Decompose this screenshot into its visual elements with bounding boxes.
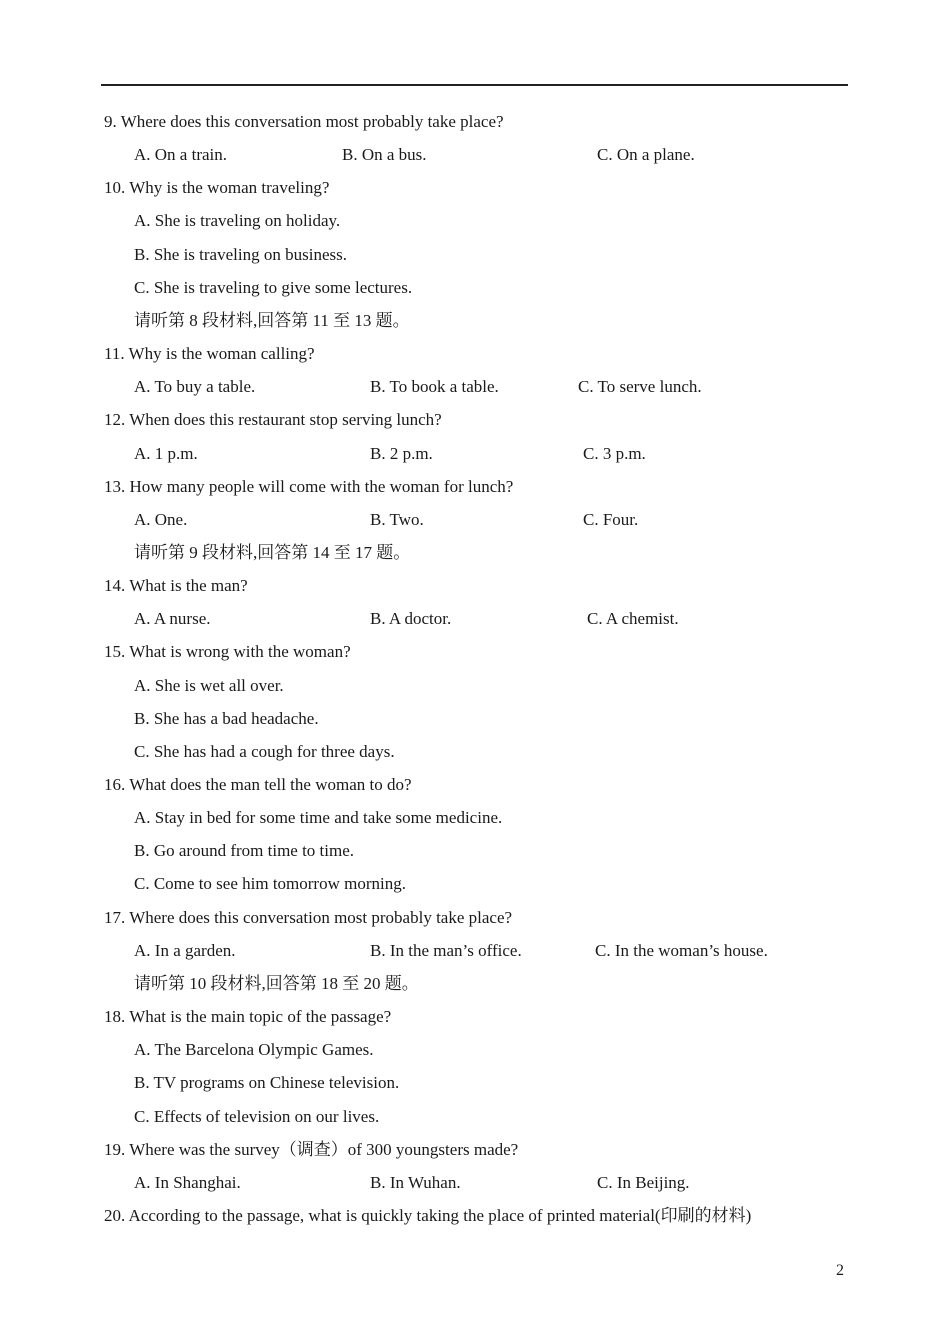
question-text: 19. Where was the survey（调查）of 300 youngsters made? <box>104 1140 519 1159</box>
answer-option-c: C. On a plane. <box>597 145 695 164</box>
page-number: 2 <box>836 1262 844 1279</box>
question-text: 11. Why is the woman calling? <box>104 344 315 363</box>
answer-option-b: B. In Wuhan. <box>370 1173 461 1192</box>
answer-option: A. Stay in bed for some time and take some medicine. <box>134 808 503 827</box>
answer-option: B. She is traveling on business. <box>134 245 347 264</box>
answer-option: B. Go around from time to time. <box>134 841 355 860</box>
answer-option: C. Effects of television on our lives. <box>134 1107 380 1126</box>
header-rule <box>101 84 848 86</box>
answer-option: C. Come to see him tomorrow morning. <box>134 874 406 893</box>
answer-option-c: C. A chemist. <box>587 609 679 628</box>
section-instruction: 请听第 9 段材料,回答第 14 至 17 题。 <box>134 543 411 562</box>
answer-option: A. She is traveling on holiday. <box>134 211 341 230</box>
answer-option-a: A. 1 p.m. <box>134 444 198 463</box>
question-text: 18. What is the main topic of the passage? <box>104 1007 392 1026</box>
answer-option-a: A. A nurse. <box>134 609 211 628</box>
question-text: 17. Where does this conversation most probably take place? <box>104 908 513 927</box>
answer-option-b: B. To book a table. <box>370 377 499 396</box>
question-text: 10. Why is the woman traveling? <box>104 178 330 197</box>
answer-option: A. The Barcelona Olympic Games. <box>134 1040 374 1059</box>
answer-option-c: C. In the woman’s house. <box>595 941 768 960</box>
answer-option-a: A. In a garden. <box>134 941 236 960</box>
answer-option-b: B. 2 p.m. <box>370 444 433 463</box>
question-text: 9. Where does this conversation most probably take place? <box>104 112 504 131</box>
question-text: 15. What is wrong with the woman? <box>104 642 351 661</box>
answer-option-c: C. Four. <box>583 510 639 529</box>
answer-option-b: B. On a bus. <box>342 145 427 164</box>
answer-option: C. She has had a cough for three days. <box>134 742 395 761</box>
answer-option-a: A. One. <box>134 510 188 529</box>
question-text: 20. According to the passage, what is quickly taking the place of printed material(印刷的材料) <box>104 1206 752 1225</box>
answer-option-b: B. Two. <box>370 510 424 529</box>
answer-option-c: C. 3 p.m. <box>583 444 646 463</box>
question-text: 14. What is the man? <box>104 576 248 595</box>
answer-option: B. TV programs on Chinese television. <box>134 1073 400 1092</box>
question-text: 12. When does this restaurant stop serving lunch? <box>104 410 442 429</box>
answer-option-a: A. To buy a table. <box>134 377 256 396</box>
question-text: 16. What does the man tell the woman to do? <box>104 775 412 794</box>
section-instruction: 请听第 8 段材料,回答第 11 至 13 题。 <box>134 311 410 330</box>
section-instruction: 请听第 10 段材料,回答第 18 至 20 题。 <box>134 974 419 993</box>
question-text: 13. How many people will come with the woman for lunch? <box>104 477 514 496</box>
answer-option-a: A. On a train. <box>134 145 228 164</box>
answer-option-c: C. In Beijing. <box>597 1173 690 1192</box>
answer-option-c: C. To serve lunch. <box>578 377 702 396</box>
answer-option-a: A. In Shanghai. <box>134 1173 241 1192</box>
answer-option: B. She has a bad headache. <box>134 709 319 728</box>
answer-option-b: B. In the man’s office. <box>370 941 522 960</box>
answer-option: C. She is traveling to give some lectures. <box>134 278 413 297</box>
answer-option-b: B. A doctor. <box>370 609 452 628</box>
answer-option: A. She is wet all over. <box>134 676 284 695</box>
